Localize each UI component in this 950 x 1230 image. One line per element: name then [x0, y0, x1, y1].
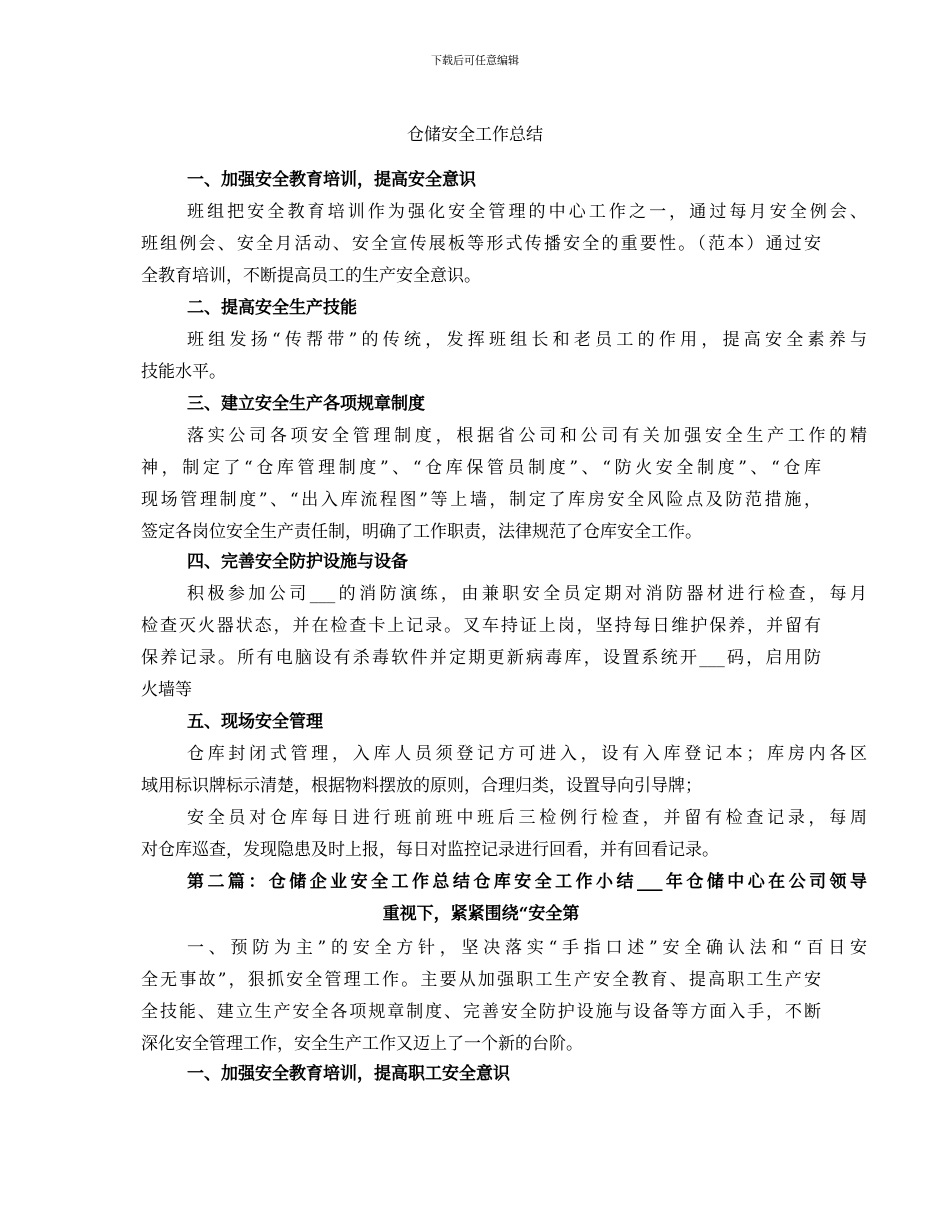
paragraph-line: 落实公司各项安全管理制度，根据省公司和公司有关加强安全生产工作的精	[187, 426, 867, 446]
paragraph-line: 班组例会、安全月活动、安全宣传展板等形式传播安全的重要性。（范本）通过安	[141, 234, 821, 254]
paragraph-line: 仓库封闭式管理，入库人员须登记方可进入，设有入库登记本；库房内各区	[187, 744, 867, 764]
part-two-heading: 重视下，紧紧围绕“安全第	[382, 904, 580, 924]
paragraph-line: 全技能、建立生产安全各项规章制度、完善安全防护设施与设备等方面入手，不断	[141, 1002, 821, 1022]
paragraph-line: 班组把安全教育培训作为强化安全管理的中心工作之一，通过每月安全例会、	[187, 202, 867, 222]
section-heading: 五、现场安全管理	[187, 712, 323, 732]
document-title: 仓储安全工作总结	[407, 125, 543, 145]
paragraph-line: 检查灭火器状态，并在检查卡上记录。叉车持证上岗，坚持每日维护保养，并留有	[141, 616, 821, 636]
paragraph-line: 神，制定了“仓库管理制度”、“仓库保管员制度”、“防火安全制度”、“仓库	[141, 458, 821, 478]
section-heading: 一、加强安全教育培训，提高安全意识	[187, 170, 476, 190]
paragraph-line: 技能水平。	[141, 362, 226, 382]
paragraph-line: 域用标识牌标示清楚，根据物料摆放的原则，合理归类，设置导向引导牌；	[141, 776, 702, 796]
header-note: 下载后可任意编辑	[431, 54, 519, 67]
section-heading: 三、建立安全生产各项规章制度	[187, 394, 425, 414]
paragraph-line: 积极参加公司___的消防演练，由兼职安全员定期对消防器材进行检查，每月	[187, 584, 867, 604]
paragraph-line: 全无事故”，狠抓安全管理工作。主要从加强职工生产安全教育、提高职工生产安	[141, 970, 821, 990]
paragraph-line: 保养记录。所有电脑设有杀毒软件并定期更新病毒库，设置系统开___码，启用防	[141, 648, 821, 668]
paragraph-line: 一、预防为主”的安全方针，坚决落实“手指口述”安全确认法和“百日安	[187, 938, 867, 958]
part-two-heading: 第二篇：仓储企业安全工作总结仓库安全工作小结___年仓储中心在公司领导	[187, 872, 867, 892]
section-heading: 二、提高安全生产技能	[187, 298, 357, 318]
paragraph-line: 全教育培训，不断提高员工的生产安全意识。	[141, 266, 481, 286]
paragraph-line: 火墙等	[141, 680, 192, 700]
paragraph-line: 班组发扬“传帮带”的传统，发挥班组长和老员工的作用，提高安全素养与	[187, 330, 867, 350]
paragraph-line: 对仓库巡查，发现隐患及时上报，每日对监控记录进行回看，并有回看记录。	[141, 840, 719, 860]
paragraph-line: 安全员对仓库每日进行班前班中班后三检例行检查，并留有检查记录，每周	[187, 808, 867, 828]
paragraph-line: 现场管理制度”、“出入库流程图”等上墙，制定了库房安全风险点及防范措施，	[141, 490, 821, 510]
paragraph-line: 深化安全管理工作，安全生产工作又迈上了一个新的台阶。	[141, 1034, 583, 1054]
section-heading: 一、加强安全教育培训，提高职工安全意识	[187, 1064, 510, 1084]
section-heading: 四、完善安全防护设施与设备	[187, 552, 408, 572]
paragraph-line: 签定各岗位安全生产责任制，明确了工作职责，法律规范了仓库安全工作。	[141, 522, 702, 542]
